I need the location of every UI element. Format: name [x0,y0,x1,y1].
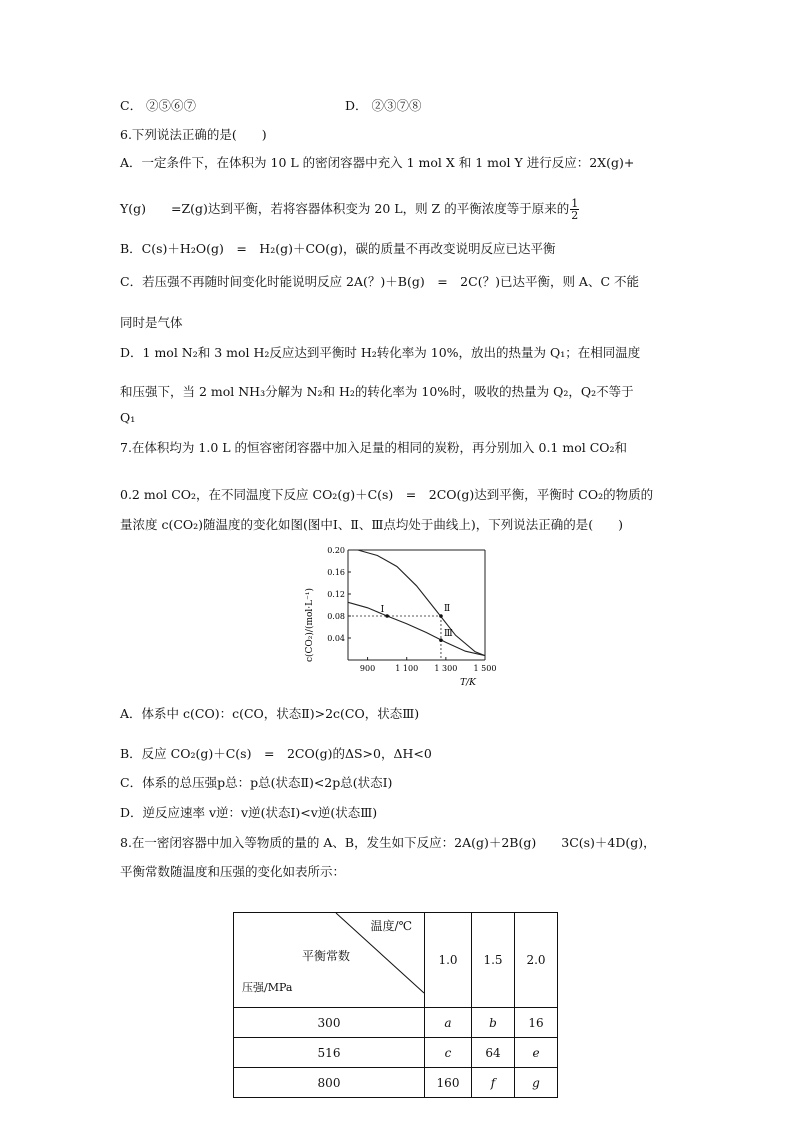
y-tick-label: 0.08 [327,612,345,621]
y-tick-label: 0.12 [327,590,345,599]
q7-stem-line2: 0.2 mol CO₂，在不同温度下反应 CO₂(g)＋C(s) = 2CO(g)达到平衡，平衡时 CO₂的物质的 [120,487,654,502]
q5-option-c: C． ②⑤⑥⑦ [120,98,197,113]
series-line-1 [358,550,485,656]
state-point-2 [439,614,443,618]
q7-option-d: D．逆反应速率 v逆：v逆(状态Ⅰ)<v逆(状态Ⅲ) [120,805,378,820]
q8-stem-line2: 平衡常数随温度和压强的变化如表所示： [120,864,346,879]
row-pressure: 300 [234,1008,425,1038]
q6-option-d-line1: D．1 mol N₂和 3 mol H₂反应达到平衡时 H₂转化率为 10%，放出的热量为 Q₁；在相同温度 [120,345,641,360]
header-equilibrium-constant: 平衡常数 [302,949,351,963]
q7-stem-line3: 量浓度 c(CO₂)随温度的变化如图(图中Ⅰ、Ⅱ、Ⅲ点均处于曲线上)，下列说法正确的是( ) [120,517,624,532]
q6-option-d-line2: 和压强下，当 2 mol NH₃分解为 N₂和 H₂的转化率为 10%时，吸收的热量为 Q₂，Q₂不等于 [120,384,634,399]
y-tick-label: 0.04 [327,634,345,643]
state-point-label-1: Ⅰ [380,605,385,615]
table-cell: 160 [425,1068,472,1098]
table-cell: 16 [515,1008,558,1038]
chart-x-axis-label: T/K [460,678,476,688]
q6-option-c-line1: C．若压强不再随时间变化时能说明反应 2A(？)＋B(g) = 2C(？)已达平衡，则 A、C 不能 [120,274,639,289]
table-cell: 64 [472,1038,515,1068]
x-tick-label: 900 [359,664,376,673]
row-pressure: 800 [234,1068,425,1098]
row-pressure: 516 [234,1038,425,1068]
table-row [234,1008,558,1038]
q6-option-c-line2: 同时是气体 [120,315,183,330]
q5-option-d: D． ②③⑦⑧ [345,98,422,113]
state-point-label-2: Ⅱ [443,604,451,614]
q6-option-b: B．C(s)＋H₂O(g) = H₂(g)＋CO(g)，碳的质量不再改变说明反应已达平衡 [120,241,556,256]
q8-stem-line1: 8.在一密闭容器中加入等物质的量的 A、B，发生如下反应：2A(g)＋2B(g) 3C(s)＋4D(g)， [120,835,656,850]
series-line-2 [348,602,485,655]
co2-concentration-chart [300,545,497,690]
q7-option-b: B．反应 CO₂(g)＋C(s) = 2CO(g)的ΔS>0，ΔH<0 [120,746,432,761]
table-diagonal-header [234,913,425,1008]
q7-option-a: A．体系中 c(CO)：c(CO，状态Ⅱ)>2c(CO，状态Ⅲ) [120,706,420,721]
fraction-numerator: 1 [571,197,579,210]
state-point-label-3: Ⅲ [443,629,453,640]
header-pressure: 压强/MPa [242,981,293,994]
y-tick-label: 0.20 [327,546,345,555]
q6-option-a-text: Y(g) =Z(g)达到平衡，若将容器体积变为 20 L，则 Z 的平衡浓度等于原来的 [120,201,570,216]
q7-stem-line1: 7.在体积均为 1.0 L 的恒容密闭容器中加入足量的相同的炭粉，再分别加入 0.1 mol CO₂和 [120,440,628,455]
q7-option-c: C．体系的总压强p总：p总(状态Ⅱ)<2p总(状态Ⅰ) [120,775,393,790]
x-tick-label: 1 300 [434,664,458,673]
q6-stem: 6.下列说法正确的是( ) [120,127,267,142]
y-tick-label: 0.16 [327,568,345,577]
header-temp-2: 1.5 [472,913,515,1008]
table-row [234,1068,558,1098]
fraction-denominator: 2 [571,209,579,222]
table-cell: g [515,1068,558,1098]
header-temp-1: 1.0 [425,913,472,1008]
table-cell: e [515,1038,558,1068]
state-point-3 [439,638,443,642]
table-cell: b [472,1008,515,1038]
table-cell: c [425,1038,472,1068]
chart-y-axis-label: c(CO₂)/(mol·L⁻¹) [305,587,315,663]
table-row [234,1038,558,1068]
x-tick-label: 1 100 [395,664,419,673]
header-temp-3: 2.0 [515,913,558,1008]
x-tick-label: 1 500 [473,664,497,673]
equilibrium-constant-table [233,912,558,1098]
q6-option-a-line1: A．一定条件下，在体积为 10 L 的密闭容器中充入 1 mol X 和 1 mol Y 进行反应：2X(g)+ [120,155,635,170]
table-header-row [234,913,558,1008]
q6-option-d-line3: Q₁ [120,410,136,425]
table-cell: f [472,1068,515,1098]
table-cell: a [425,1008,472,1038]
header-temperature: 温度/℃ [370,919,412,933]
q6-option-a-line2 [120,198,579,221]
state-point-1 [385,614,389,618]
fraction-one-half [570,198,579,221]
